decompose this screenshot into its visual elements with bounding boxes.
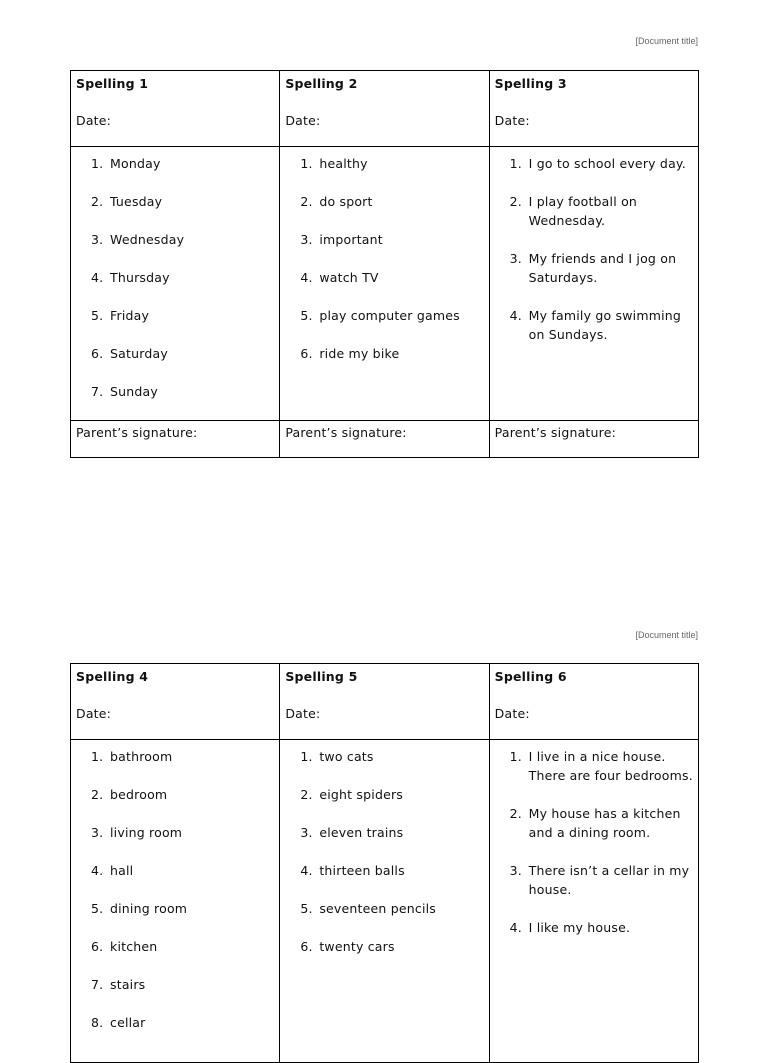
sentence-list-cell	[489, 147, 698, 421]
list-item	[300, 861, 484, 880]
item-number: 3.	[91, 825, 104, 840]
document-title: [Document title]	[635, 630, 698, 640]
sentence-list	[490, 147, 698, 344]
sentence-list-cell	[489, 740, 698, 1063]
list-item	[91, 747, 275, 766]
list-item	[300, 306, 484, 325]
signature-cell	[280, 421, 489, 458]
item-text: bathroom	[110, 749, 173, 764]
header-cell	[71, 664, 280, 740]
word-list-cell	[280, 740, 489, 1063]
signature-label: Parent’s signature:	[494, 425, 617, 440]
list-item	[91, 785, 275, 804]
list-item	[300, 785, 484, 804]
spelling-title: Spelling 5	[285, 669, 358, 684]
date-label: Date:	[76, 706, 112, 721]
item-text: My friends and I jog on Saturdays.	[528, 251, 677, 285]
item-text: Sunday	[110, 384, 158, 399]
header-cell	[489, 664, 698, 740]
item-text: seventeen pencils	[319, 901, 436, 916]
date-label: Date:	[285, 706, 321, 721]
spelling-title: Spelling 3	[494, 76, 567, 91]
list-item	[91, 975, 275, 994]
list-item	[91, 154, 275, 173]
item-number: 3.	[91, 232, 104, 247]
item-number: 3.	[300, 825, 313, 840]
spelling-title: Spelling 6	[494, 669, 567, 684]
list-item	[509, 861, 694, 899]
item-number: 2.	[91, 194, 104, 209]
list-item	[300, 747, 484, 766]
item-number: 4.	[509, 920, 522, 935]
item-text: My house has a kitchen and a dining room.	[528, 806, 681, 840]
item-text: stairs	[110, 977, 146, 992]
item-text: eleven trains	[319, 825, 404, 840]
item-text: Friday	[110, 308, 150, 323]
list-item	[300, 268, 484, 287]
item-text: I play football on Wednesday.	[528, 194, 638, 228]
item-text: eight spiders	[319, 787, 404, 802]
header-cell	[71, 71, 280, 147]
item-number: 6.	[300, 939, 313, 954]
item-number: 2.	[509, 194, 522, 209]
word-list	[280, 147, 488, 363]
item-number: 3.	[509, 863, 522, 878]
item-text: two cats	[319, 749, 374, 764]
item-text: watch TV	[319, 270, 379, 285]
date-label: Date:	[285, 113, 321, 128]
item-number: 6.	[300, 346, 313, 361]
item-number: 6.	[91, 939, 104, 954]
item-text: hall	[110, 863, 134, 878]
item-text: I live in a nice house. There are four bedrooms.	[528, 749, 693, 783]
item-number: 5.	[300, 901, 313, 916]
item-number: 2.	[300, 194, 313, 209]
list-item	[91, 192, 275, 211]
item-number: 4.	[300, 863, 313, 878]
item-number: 7.	[91, 384, 104, 399]
header-cell	[489, 71, 698, 147]
item-text: bedroom	[110, 787, 168, 802]
item-number: 1.	[300, 156, 313, 171]
item-number: 5.	[91, 901, 104, 916]
item-text: thirteen balls	[319, 863, 405, 878]
list-item	[91, 1013, 275, 1032]
list-item	[91, 382, 275, 401]
list-item	[509, 918, 694, 937]
item-number: 1.	[300, 749, 313, 764]
signature-cell	[489, 421, 698, 458]
item-text: I like my house.	[528, 920, 631, 935]
item-text: cellar	[110, 1015, 146, 1030]
word-list-cell	[71, 147, 280, 421]
item-text: do sport	[319, 194, 373, 209]
spelling-title: Spelling 4	[76, 669, 149, 684]
list-item	[91, 937, 275, 956]
date-label: Date:	[494, 706, 530, 721]
item-text: ride my bike	[319, 346, 400, 361]
signature-label: Parent’s signature:	[76, 425, 198, 440]
item-text: Thursday	[110, 270, 170, 285]
signature-cell	[71, 421, 280, 458]
item-number: 8.	[91, 1015, 104, 1030]
date-label: Date:	[76, 113, 112, 128]
spelling-table	[70, 70, 699, 458]
item-number: 1.	[91, 749, 104, 764]
item-number: 6.	[91, 346, 104, 361]
header-cell	[280, 71, 489, 147]
item-text: important	[319, 232, 383, 247]
sentence-list	[490, 740, 698, 937]
list-item	[300, 823, 484, 842]
item-number: 1.	[91, 156, 104, 171]
signature-label: Parent’s signature:	[285, 425, 407, 440]
list-item	[509, 747, 694, 785]
list-item	[91, 344, 275, 363]
item-text: living room	[110, 825, 183, 840]
item-number: 4.	[300, 270, 313, 285]
list-item	[509, 192, 694, 230]
item-text: Wednesday	[110, 232, 185, 247]
item-number: 1.	[509, 156, 522, 171]
list-item	[509, 306, 694, 344]
item-text: kitchen	[110, 939, 158, 954]
spelling-title: Spelling 2	[285, 76, 358, 91]
item-text: I go to school every day.	[528, 156, 686, 171]
item-text: play computer games	[319, 308, 460, 323]
item-text: My family go swimming on Sundays.	[528, 308, 682, 342]
list-item	[91, 861, 275, 880]
list-item	[91, 823, 275, 842]
item-number: 3.	[300, 232, 313, 247]
item-text: Monday	[110, 156, 161, 171]
spelling-table	[70, 663, 699, 1063]
item-number: 2.	[91, 787, 104, 802]
list-item	[509, 804, 694, 842]
list-item	[91, 899, 275, 918]
item-text: dining room	[110, 901, 188, 916]
item-number: 4.	[91, 863, 104, 878]
item-number: 3.	[509, 251, 522, 266]
list-item	[91, 306, 275, 325]
item-number: 5.	[91, 308, 104, 323]
list-item	[509, 249, 694, 287]
word-list	[71, 740, 279, 1032]
item-text: There isn’t a cellar in my house.	[528, 863, 690, 897]
item-text: twenty cars	[319, 939, 395, 954]
list-item	[91, 268, 275, 287]
item-number: 7.	[91, 977, 104, 992]
list-item	[300, 937, 484, 956]
list-item	[509, 154, 694, 173]
item-number: 4.	[91, 270, 104, 285]
item-text: healthy	[319, 156, 368, 171]
item-number: 4.	[509, 308, 522, 323]
list-item	[300, 154, 484, 173]
item-text: Saturday	[110, 346, 168, 361]
word-list-cell	[71, 740, 280, 1063]
item-text: Tuesday	[110, 194, 163, 209]
item-number: 2.	[300, 787, 313, 802]
list-item	[300, 230, 484, 249]
header-cell	[280, 664, 489, 740]
word-list	[280, 740, 488, 956]
word-list-cell	[280, 147, 489, 421]
item-number: 5.	[300, 308, 313, 323]
list-item	[300, 344, 484, 363]
list-item	[300, 899, 484, 918]
spelling-title: Spelling 1	[76, 76, 149, 91]
item-number: 1.	[509, 749, 522, 764]
document-title: [Document title]	[635, 36, 698, 46]
date-label: Date:	[494, 113, 530, 128]
word-list	[71, 147, 279, 401]
list-item	[300, 192, 484, 211]
item-number: 2.	[509, 806, 522, 821]
list-item	[91, 230, 275, 249]
